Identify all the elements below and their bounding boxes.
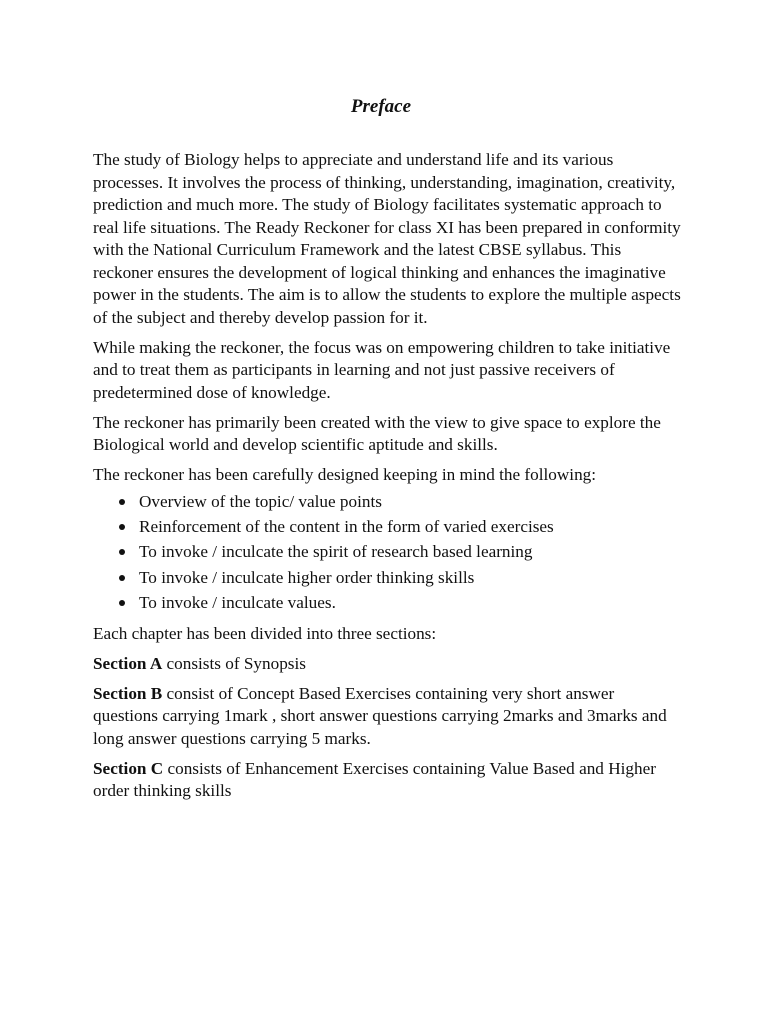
section-a: [93, 653, 683, 676]
list-item: [93, 565, 683, 590]
list-item: [93, 489, 683, 514]
list-item-text: To invoke / inculcate higher order thinking skills: [139, 567, 475, 587]
paragraph-purpose: The reckoner has primarily been created with the view to give space to explore the Biological world and develop scientific aptitude and skills.: [93, 412, 661, 454]
paragraph-intro: The study of Biology helps to appreciate and understand life and its various processes. It involves the process of thinking, understanding, imagination, creativity, prediction and much more. The study of Biology facilitates systematic approach to real life situations. The Ready Reckoner for class XI has been prepared in conformity with the National Curriculum Framework and the latest CBSE syllabus. This reckoner ensures the development of logical thinking and enhances the imaginative power in the students. The aim is to allow the students to explore the multiple aspects of the subject and thereby develop passion for it.: [93, 150, 681, 327]
section-c-label: Section C: [93, 758, 164, 778]
sections-intro: Each chapter has been divided into three sections:: [93, 623, 437, 643]
bullet-icon: [119, 549, 125, 555]
section-b-label: Section B: [93, 683, 163, 703]
document-body: [93, 149, 683, 810]
section-b-text: consist of Concept Based Exercises containing very short answer questions carrying 1mark , short answer questions carrying 2marks and 3marks and long answer questions carrying 5 marks.: [93, 683, 667, 748]
bullet-icon: [119, 524, 125, 530]
feature-list: [93, 489, 683, 616]
list-item: [93, 590, 683, 615]
page-title: Preface: [350, 96, 412, 117]
bullet-icon: [119, 499, 125, 505]
list-item-text: Reinforcement of the content in the form of varied exercises: [139, 516, 554, 536]
list-item-text: Overview of the topic/ value points: [139, 491, 382, 511]
section-c: [93, 758, 683, 803]
bullet-icon: [119, 600, 125, 606]
paragraph-focus: While making the reckoner, the focus was on empowering children to take initiative and to treat them as participants in learning and not just passive receivers of predetermined dose of knowledge.: [93, 337, 671, 402]
paragraph-design: The reckoner has been carefully designed keeping in mind the following:: [93, 465, 597, 484]
list-item-text: To invoke / inculcate values.: [139, 593, 336, 613]
section-a-text: consists of Synopsis: [162, 653, 306, 673]
section-a-label: Section A: [93, 653, 163, 673]
section-c-text: consists of Enhancement Exercises containing Value Based and Higher order thinking skills: [93, 758, 656, 801]
list-item: [93, 539, 683, 564]
list-item-text: To invoke / inculcate the spirit of research based learning: [139, 542, 533, 562]
bullet-icon: [119, 575, 125, 581]
section-b: [93, 683, 683, 751]
list-item: [93, 514, 683, 539]
